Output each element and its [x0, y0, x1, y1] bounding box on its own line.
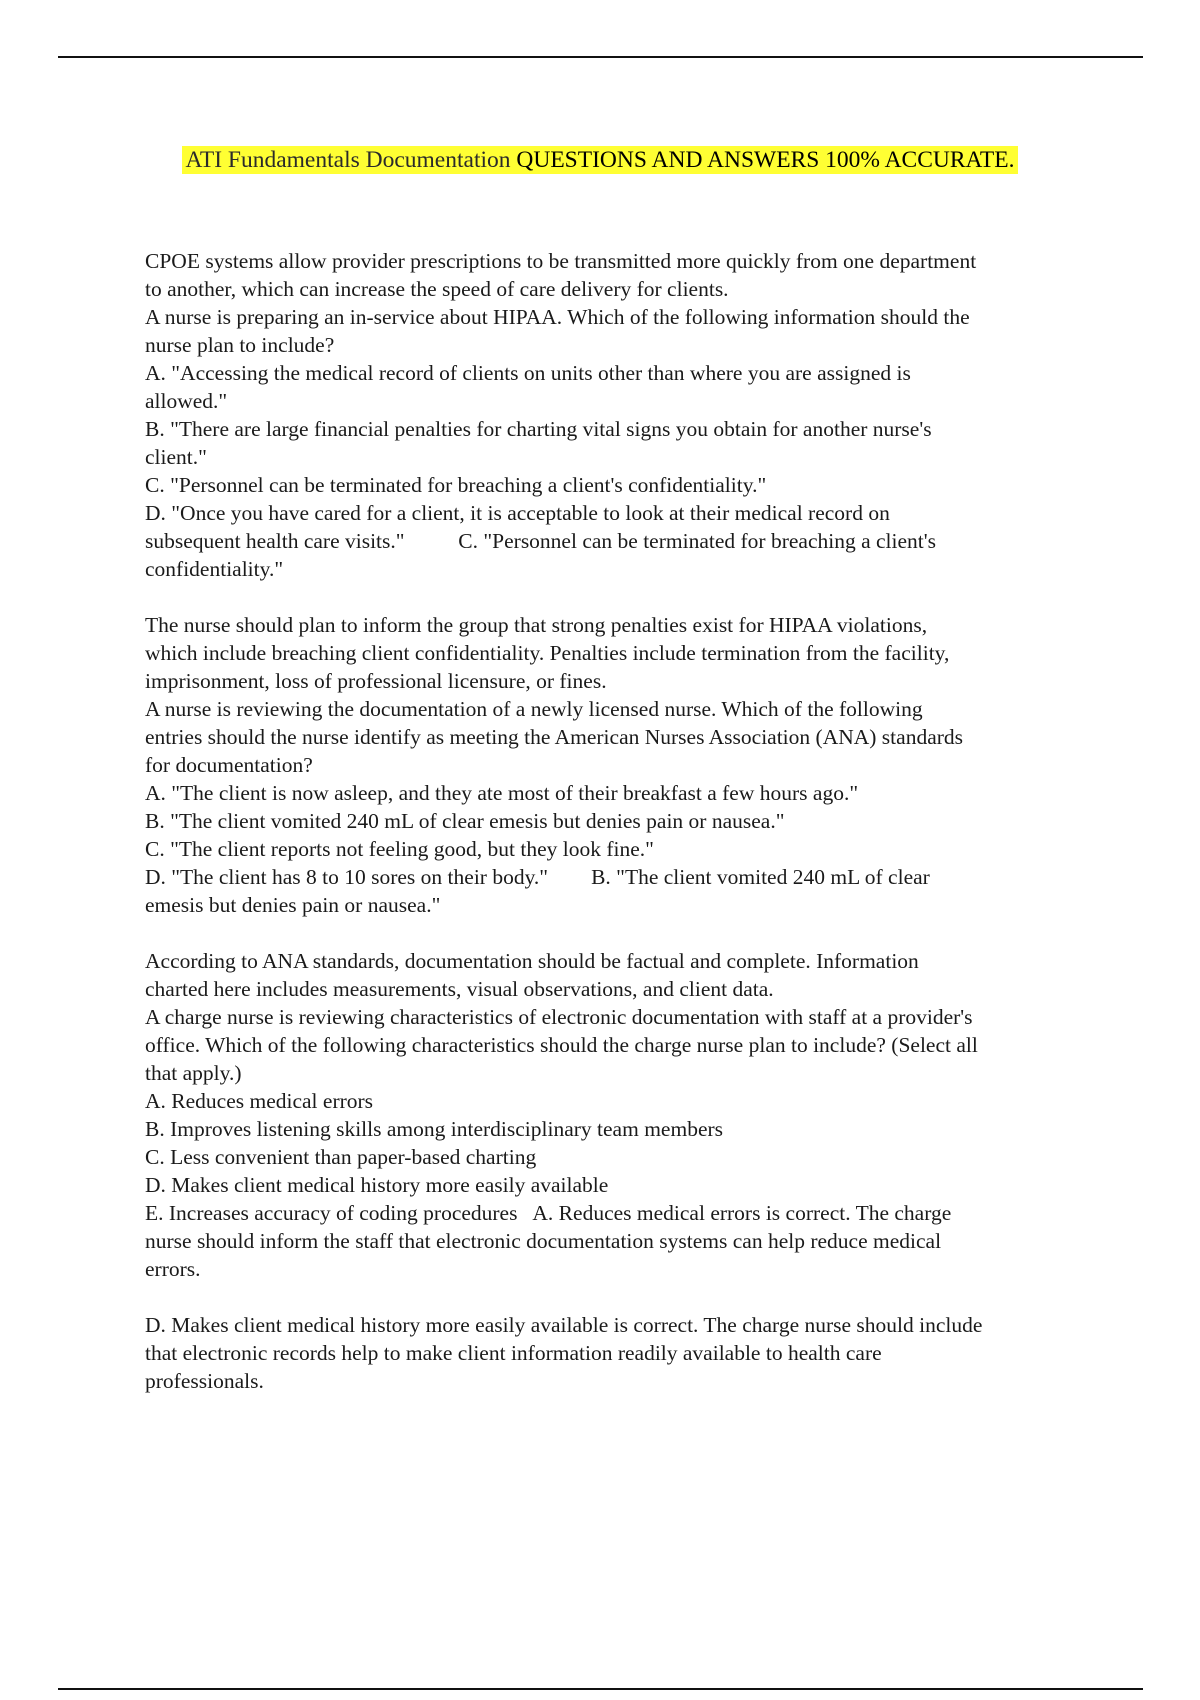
paragraph-block-4 [145, 1311, 1095, 1395]
text-line: errors. [145, 1257, 201, 1281]
document-title-part1: ATI Fundamentals Documentation [185, 147, 511, 173]
text-line: that electronic records help to make client information readily available to health care [145, 1341, 882, 1365]
title-row [0, 146, 1200, 174]
text-line: A charge nurse is reviewing characteristics of electronic documentation with staff at a provider's [145, 1005, 973, 1029]
text-line: client." [145, 445, 207, 469]
text-line: nurse should inform the staff that electronic documentation systems can help reduce medical [145, 1229, 942, 1253]
text-line: nurse plan to include? [145, 333, 335, 357]
text-line: According to ANA standards, documentation should be factual and complete. Information [145, 949, 919, 973]
text-line: to another, which can increase the speed of care delivery for clients. [145, 277, 729, 301]
text-line: which include breaching client confidentiality. Penalties include termination from the facility, [145, 641, 950, 665]
text-line: A. "Accessing the medical record of clients on units other than where you are assigned is [145, 361, 911, 385]
text-line: A nurse is preparing an in-service about HIPAA. Which of the following information should the [145, 305, 970, 329]
top-rule [58, 56, 1143, 58]
text-line: office. Which of the following characteristics should the charge nurse plan to include? (Select all [145, 1033, 978, 1057]
text-line: C. Less convenient than paper-based charting [145, 1145, 537, 1169]
text-line: confidentiality." [145, 557, 284, 581]
text-line: entries should the nurse identify as meeting the American Nurses Association (ANA) standards [145, 725, 964, 749]
bottom-rule [58, 1688, 1143, 1690]
text-line: The nurse should plan to inform the group that strong penalties exist for HIPAA violations, [145, 613, 928, 637]
document-title [182, 146, 1017, 174]
text-line: subsequent health care visits." C. "Personnel can be terminated for breaching a client's [145, 529, 937, 553]
paragraph-gap [145, 1283, 1095, 1311]
document-body [145, 247, 1095, 1395]
text-line: imprisonment, loss of professional licensure, or fines. [145, 669, 607, 693]
paragraph-block-3 [145, 947, 1095, 1283]
text-line: B. "There are large financial penalties for charting vital signs you obtain for another nurse's [145, 417, 932, 441]
paragraph-block-1 [145, 247, 1095, 583]
paragraph-block-2 [145, 611, 1095, 919]
document-title-part2: QUESTIONS AND ANSWERS 100% ACCURATE. [510, 147, 1015, 173]
text-line: C. "The client reports not feeling good, but they look fine." [145, 837, 654, 861]
text-line: D. Makes client medical history more easily available [145, 1173, 609, 1197]
paragraph-gap [145, 919, 1095, 947]
text-line: D. "Once you have cared for a client, it is acceptable to look at their medical record on [145, 501, 890, 525]
text-line: C. "Personnel can be terminated for breaching a client's confidentiality." [145, 473, 767, 497]
text-line: emesis but denies pain or nausea." [145, 893, 441, 917]
text-line: allowed." [145, 389, 228, 413]
text-line: charted here includes measurements, visual observations, and client data. [145, 977, 774, 1001]
text-line: that apply.) [145, 1061, 242, 1085]
text-line: D. "The client has 8 to 10 sores on their body." B. "The client vomited 240 mL of clear [145, 865, 930, 889]
paragraph-gap [145, 583, 1095, 611]
text-line: professionals. [145, 1369, 264, 1393]
text-line: for documentation? [145, 753, 313, 777]
text-line: A nurse is reviewing the documentation of a newly licensed nurse. Which of the following [145, 697, 923, 721]
text-line: B. Improves listening skills among interdisciplinary team members [145, 1117, 724, 1141]
text-line: B. "The client vomited 240 mL of clear emesis but denies pain or nausea." [145, 809, 785, 833]
text-line: A. Reduces medical errors [145, 1089, 374, 1113]
text-line: D. Makes client medical history more easily available is correct. The charge nurse should include [145, 1313, 983, 1337]
text-line: A. "The client is now asleep, and they ate most of their breakfast a few hours ago." [145, 781, 859, 805]
text-line: CPOE systems allow provider prescriptions to be transmitted more quickly from one department [145, 249, 977, 273]
text-line: E. Increases accuracy of coding procedures A. Reduces medical errors is correct. The charge [145, 1201, 952, 1225]
